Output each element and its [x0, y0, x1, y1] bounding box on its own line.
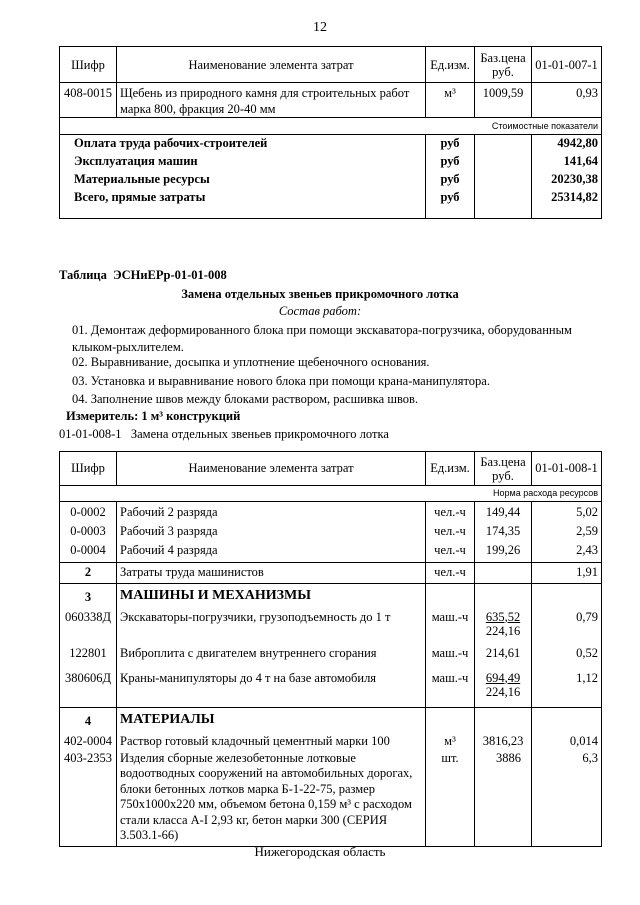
meter: Измеритель: 1 м³ конструкций — [66, 409, 241, 423]
machine-price: 214,61 — [475, 642, 532, 667]
machine-name: Виброплита с двигателем внутреннего сгорания — [117, 642, 426, 667]
empty-cell — [475, 171, 532, 189]
header-price: Баз.цена руб. — [475, 452, 532, 486]
operators-unit: чел.-ч — [426, 563, 475, 584]
row-price: 1009,59 — [475, 83, 532, 118]
worker-name: Рабочий 3 разряда — [117, 522, 426, 541]
header-code: Шифр — [60, 452, 117, 486]
machine-price-2: 224,16 — [485, 623, 521, 638]
machine-price-1: 694,49 — [485, 670, 521, 685]
worker-price: 174,35 — [475, 522, 532, 541]
total-labor-name: Оплата труда рабочих-строителей — [60, 135, 426, 153]
empty-cell — [475, 708, 532, 732]
empty-cell — [475, 135, 532, 153]
worker-code: 0-0002 — [60, 502, 117, 522]
section-label: Стоимостные показатели — [117, 118, 602, 135]
works-item-3: 03. Установка и выравнивание нового блока при помощи крана-манипулятора. — [72, 374, 490, 388]
total-direct-name: Всего, прямые затраты — [60, 189, 426, 219]
worker-name: Рабочий 4 разряда — [117, 541, 426, 563]
header-unit: Ед.изм. — [426, 47, 475, 83]
spacer-cell — [60, 486, 117, 502]
worker-unit: чел.-ч — [426, 522, 475, 541]
total-labor-unit: руб — [426, 135, 475, 153]
material-name: Изделия сборные железобетонные лотковые водоотводных сооружений на автомобильных дорогах, блоки бетонных лотков марка Б-1-22-75, размер 750х1000х220 мм, объемом бетона 0,159 м³ с расходом стали класса А-I 2,93 кг, бетон марки 300 (СЕРИЯ 3.503.1-66) — [117, 750, 426, 847]
machine-price-1: 635,52 — [485, 609, 521, 624]
empty-cell — [475, 189, 532, 219]
machine-price — [475, 667, 532, 708]
machines-section-name: МАШИНЫ И МЕХАНИЗМЫ — [117, 584, 426, 606]
machine-code: 122801 — [60, 642, 117, 667]
spacer-cell — [60, 118, 117, 135]
worker-value: 5,02 — [532, 502, 602, 522]
material-name: Раствор готовый кладочный цементный марки 100 — [117, 732, 426, 750]
row-unit: м³ — [426, 83, 475, 118]
machine-unit: маш.-ч — [426, 642, 475, 667]
machine-value: 0,52 — [532, 642, 602, 667]
machine-value: 0,79 — [532, 606, 602, 642]
material-price: 3886 — [475, 750, 532, 847]
worker-code: 0-0003 — [60, 522, 117, 541]
machine-name: Краны-манипуляторы до 4 т на базе автомобиля — [117, 667, 426, 708]
total-materials-unit: руб — [426, 171, 475, 189]
table-title: Замена отдельных звеньев прикромочного лотка — [181, 287, 459, 301]
worker-price: 149,44 — [475, 502, 532, 522]
material-value: 0,014 — [532, 732, 602, 750]
page-number: 12 — [313, 20, 327, 35]
empty-cell — [426, 584, 475, 606]
empty-cell — [426, 708, 475, 732]
works-item-2: 02. Выравнивание, досыпка и уплотнение щебеночного основания. — [72, 355, 430, 369]
header-norm: 01-01-007-1 — [532, 47, 602, 83]
worker-value: 2,43 — [532, 541, 602, 563]
total-machines-name: Эксплуатация машин — [60, 153, 426, 171]
works-item-4: 04. Заполнение швов между блоками раствором, расшивка швов. — [72, 392, 419, 406]
machine-unit: маш.-ч — [426, 667, 475, 708]
machine-value: 1,12 — [532, 667, 602, 708]
machine-name: Экскаваторы-погрузчики, грузоподъемность до 1 т — [117, 606, 426, 642]
resource-table-2 — [59, 451, 602, 847]
operators-code: 2 — [60, 563, 117, 584]
empty-cell — [532, 584, 602, 606]
total-machines-value: 141,64 — [532, 153, 602, 171]
row-code: 408-0015 — [60, 83, 117, 118]
total-direct-unit: руб — [426, 189, 475, 219]
empty-cell — [475, 563, 532, 584]
works-heading: Состав работ: — [278, 304, 362, 318]
header-norm: 01-01-008-1 — [532, 452, 602, 486]
worker-value: 2,59 — [532, 522, 602, 541]
cost-table-1 — [59, 46, 602, 219]
machine-code: 380606Д — [60, 667, 117, 708]
table-caption: Таблица ЭСНиЕРр-01-01-008 — [59, 268, 227, 282]
worker-unit: чел.-ч — [426, 541, 475, 563]
material-price: 3816,23 — [475, 732, 532, 750]
header-name: Наименование элемента затрат — [117, 452, 426, 486]
total-materials-name: Материальные ресурсы — [60, 171, 426, 189]
total-materials-value: 20230,38 — [532, 171, 602, 189]
row-value: 0,93 — [532, 83, 602, 118]
material-value: 6,3 — [532, 750, 602, 847]
machine-code: 060338Д — [60, 606, 117, 642]
worker-name: Рабочий 2 разряда — [117, 502, 426, 522]
empty-cell — [475, 584, 532, 606]
operators-value: 1,91 — [532, 563, 602, 584]
worker-unit: чел.-ч — [426, 502, 475, 522]
header-code: Шифр — [60, 47, 117, 83]
machine-unit: маш.-ч — [426, 606, 475, 642]
header-unit: Ед.изм. — [426, 452, 475, 486]
worker-code: 0-0004 — [60, 541, 117, 563]
operators-name: Затраты труда машинистов — [117, 563, 426, 584]
works-item-1: 01. Демонтаж деформированного блока при помощи экскаватора-погрузчика, оборудованным клыком-рыхлителем. — [72, 323, 572, 354]
machine-price-2: 224,16 — [485, 684, 521, 699]
header-price: Баз.цена руб. — [475, 47, 532, 83]
empty-cell — [475, 153, 532, 171]
materials-section-name: МАТЕРИАЛЫ — [117, 708, 426, 732]
row-name: Щебень из природного камня для строительных работ марка 800, фракция 20-40 мм — [117, 83, 426, 118]
material-code: 403-2353 — [60, 750, 117, 847]
machines-section-code: 3 — [60, 584, 117, 606]
total-direct-value: 25314,82 — [532, 189, 602, 219]
total-labor-value: 4942,80 — [532, 135, 602, 153]
worker-price: 199,26 — [475, 541, 532, 563]
machine-price — [475, 606, 532, 642]
footer-region: Нижегородская область — [254, 844, 386, 859]
empty-cell — [532, 708, 602, 732]
header-name: Наименование элемента затрат — [117, 47, 426, 83]
material-unit: шт. — [426, 750, 475, 847]
material-code: 402-0004 — [60, 732, 117, 750]
code-line: 01-01-008-1 Замена отдельных звеньев прикромочного лотка — [59, 427, 389, 441]
section-label: Норма расхода ресурсов — [117, 486, 602, 502]
materials-section-code: 4 — [60, 708, 117, 732]
total-machines-unit: руб — [426, 153, 475, 171]
material-unit: м³ — [426, 732, 475, 750]
